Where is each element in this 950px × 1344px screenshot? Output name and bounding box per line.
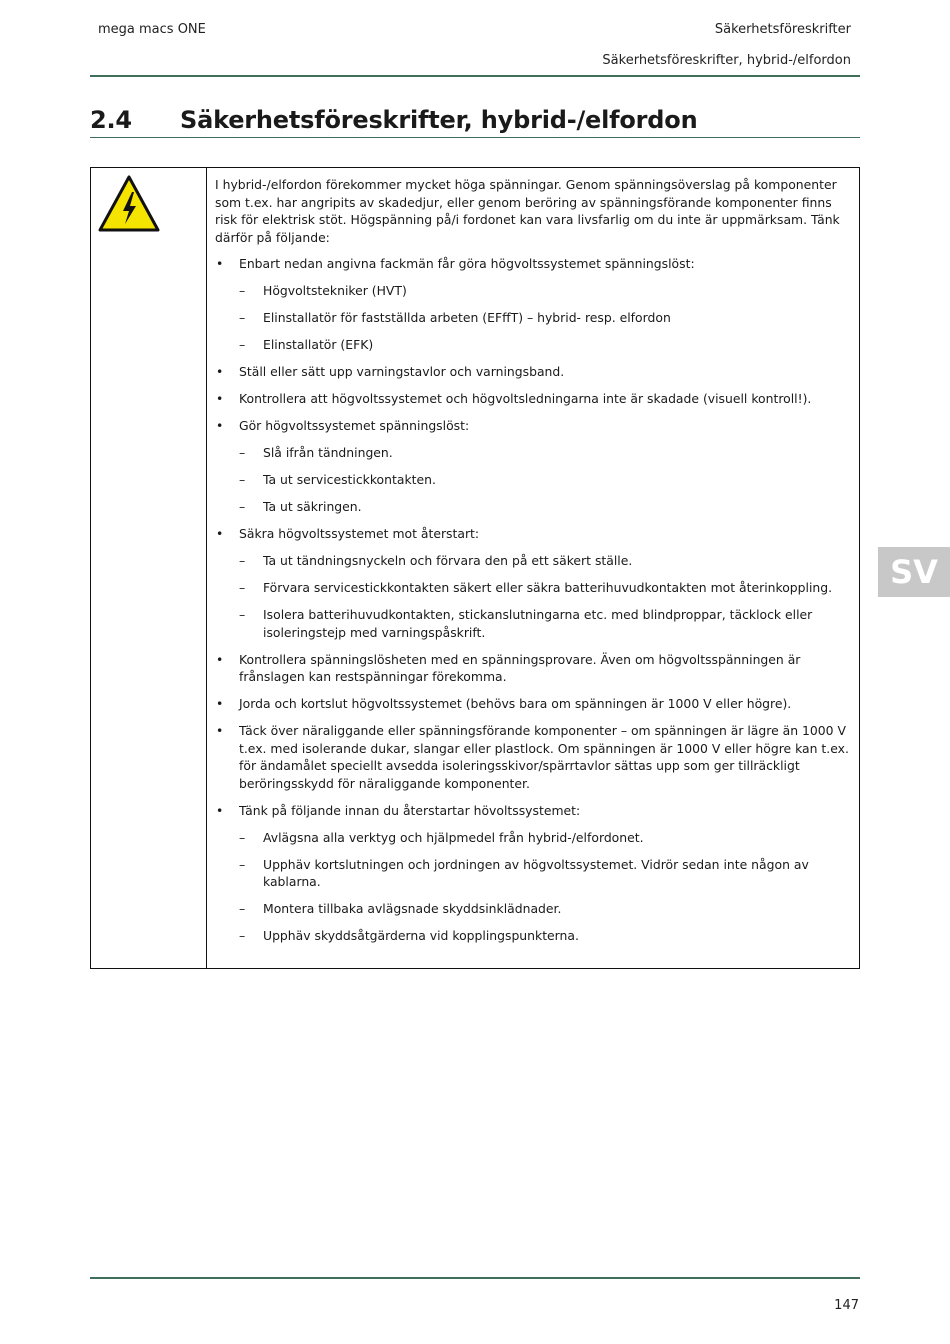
- list-item-text: Täck över näraliggande eller spänningsförande komponenter – om spänningen är lägre än 1000 V t.ex. med isolerande dukar, slangar eller plastlock. Om spänningen är 1000 V eller högre kan t.ex. för ändamålet speciellt avsedda isoleringsskivor/spärrtavlor sättas upp som ger tillräckligt beröringsskydd för näraliggande komponenter.: [239, 723, 849, 791]
- section-heading: [90, 106, 860, 134]
- dash-marker: –: [239, 607, 246, 622]
- dash-marker: –: [239, 283, 246, 298]
- dash-marker: –: [239, 337, 246, 352]
- bullet-marker: •: [216, 418, 224, 433]
- footer-rule: [90, 1277, 860, 1279]
- list-item-text: Säkra högvoltssystemet mot återstart:: [239, 526, 480, 541]
- sub-list-item-text: Elinstallatör för fastställda arbeten (EFffT) – hybrid- resp. elfordon: [263, 310, 671, 325]
- sub-list-item: [239, 829, 851, 847]
- bullet-marker: •: [216, 364, 224, 379]
- sub-list-item-text: Slå ifrån tändningen.: [263, 445, 393, 460]
- sub-list: [239, 282, 851, 354]
- sub-list-item-text: Ta ut säkringen.: [263, 499, 362, 514]
- dash-marker: –: [239, 499, 246, 514]
- list-item: [215, 802, 851, 945]
- sub-list-item: [239, 309, 851, 327]
- sub-list-item-text: Montera tillbaka avlägsnade skyddsinklädnader.: [263, 901, 562, 916]
- list-item: [215, 255, 851, 354]
- bullet-marker: •: [216, 391, 224, 406]
- section-rule: [90, 137, 860, 138]
- dash-marker: –: [239, 928, 246, 943]
- list-item-text: Jorda och kortslut högvoltssystemet (behövs bara om spänningen är 1000 V eller högre).: [239, 696, 792, 711]
- header-rule: [90, 75, 860, 77]
- dash-marker: –: [239, 445, 246, 460]
- list-item: [215, 363, 851, 381]
- sub-list-item: [239, 856, 851, 891]
- sub-list-item: [239, 471, 851, 489]
- bullet-marker: •: [216, 256, 224, 271]
- sub-list-item: [239, 336, 851, 354]
- sub-list-item: [239, 900, 851, 918]
- list-item: [215, 525, 851, 641]
- section-running-title: Säkerhetsföreskrifter, hybrid-/elfordon: [602, 53, 851, 68]
- bullet-marker: •: [216, 526, 224, 541]
- sub-list-item-text: Upphäv skyddsåtgärderna vid kopplingspunkterna.: [263, 928, 579, 943]
- dash-marker: –: [239, 829, 246, 845]
- sub-list-item: [239, 282, 851, 300]
- sub-list-item-text: Förvara servicestickkontakten säkert eller säkra batterihuvudkontakten mot återinkoppling.: [263, 580, 833, 595]
- high-voltage-warning-icon: [98, 175, 160, 232]
- list-item: [215, 695, 851, 713]
- dash-marker: –: [239, 472, 246, 487]
- sub-list-item-text: Upphäv kortslutningen och jordningen av högvoltssystemet. Vidrör sedan inte någon av kablarna.: [263, 856, 809, 889]
- page-number: 147: [834, 1298, 859, 1313]
- sub-list-item: [239, 579, 851, 597]
- dash-marker: –: [239, 901, 246, 916]
- section-title: Säkerhetsföreskrifter, hybrid-/elfordon: [180, 106, 698, 134]
- sub-list-item: [239, 927, 851, 945]
- list-item-text: Kontrollera spänningslösheten med en spänningsprovare. Även om högvoltsspänningen är frånslagen kan restspänningar förekomma.: [239, 651, 801, 684]
- bullet-marker: •: [216, 696, 224, 711]
- dash-marker: –: [239, 580, 246, 595]
- list-item: [215, 390, 851, 408]
- sub-list: [239, 444, 851, 516]
- warning-box: [90, 167, 860, 969]
- language-tab: SV: [878, 547, 950, 597]
- list-item: [215, 722, 851, 792]
- list-item: [215, 417, 851, 516]
- sub-list-item: [239, 552, 851, 570]
- list-item-text: Enbart nedan angivna fackmän får göra högvoltssystemet spänningslöst:: [239, 256, 695, 271]
- section-number: 2.4: [90, 106, 132, 134]
- bullet-marker: •: [216, 802, 224, 818]
- list-item-text: Gör högvoltssystemet spänningslöst:: [239, 418, 470, 433]
- warning-content: [207, 168, 859, 968]
- sub-list-item-text: Elinstallatör (EFK): [263, 337, 374, 352]
- list-item: [215, 651, 851, 686]
- dash-marker: –: [239, 310, 246, 325]
- dash-marker: –: [239, 856, 246, 872]
- sub-list-item: [239, 444, 851, 462]
- sub-list-item-text: Avlägsna alla verktyg och hjälpmedel från hybrid-/elfordonet.: [263, 829, 644, 845]
- dash-marker: –: [239, 553, 246, 568]
- sub-list-item-text: Ta ut servicestickkontakten.: [263, 472, 436, 487]
- list-item-text: Kontrollera att högvoltssystemet och högvoltsledningarna inte är skadade (visuell kontroll!).: [239, 391, 812, 406]
- warning-icon-cell: [91, 168, 207, 968]
- warning-intro: I hybrid-/elfordon förekommer mycket höga spänningar. Genom spänningsöverslag på komponenter som t.ex. har angripits av skadedjur, eller genom beröring av spänningsförande komponenter finns risk för elektrisk stöt. Högspänning på/i fordonet kan vara livsfarlig om du inte är uppmärksam. Tänk därför på följande:: [215, 177, 840, 245]
- chapter-title: Säkerhetsföreskrifter: [714, 22, 851, 37]
- sub-list: [239, 829, 851, 945]
- list-item-text: Ställ eller sätt upp varningstavlor och varningsband.: [239, 364, 565, 379]
- doc-product-name: mega macs ONE: [98, 22, 206, 37]
- sub-list-item-text: Ta ut tändningsnyckeln och förvara den på ett säkert ställe.: [263, 553, 633, 568]
- sub-list-item: [239, 498, 851, 516]
- sub-list: [239, 552, 851, 641]
- sub-list-item: [239, 606, 851, 641]
- list-item-text: Tänk på följande innan du återstartar hövoltssystemet:: [239, 802, 581, 818]
- bullet-marker: •: [216, 723, 224, 738]
- sub-list-item-text: Högvoltstekniker (HVT): [263, 283, 407, 298]
- sub-list-item-text: Isolera batterihuvudkontakten, stickanslutningarna etc. med blindproppar, täcklock eller isoleringstejp med varningspåskrift.: [263, 607, 813, 640]
- bullet-marker: •: [216, 651, 224, 667]
- warning-list: [215, 255, 851, 945]
